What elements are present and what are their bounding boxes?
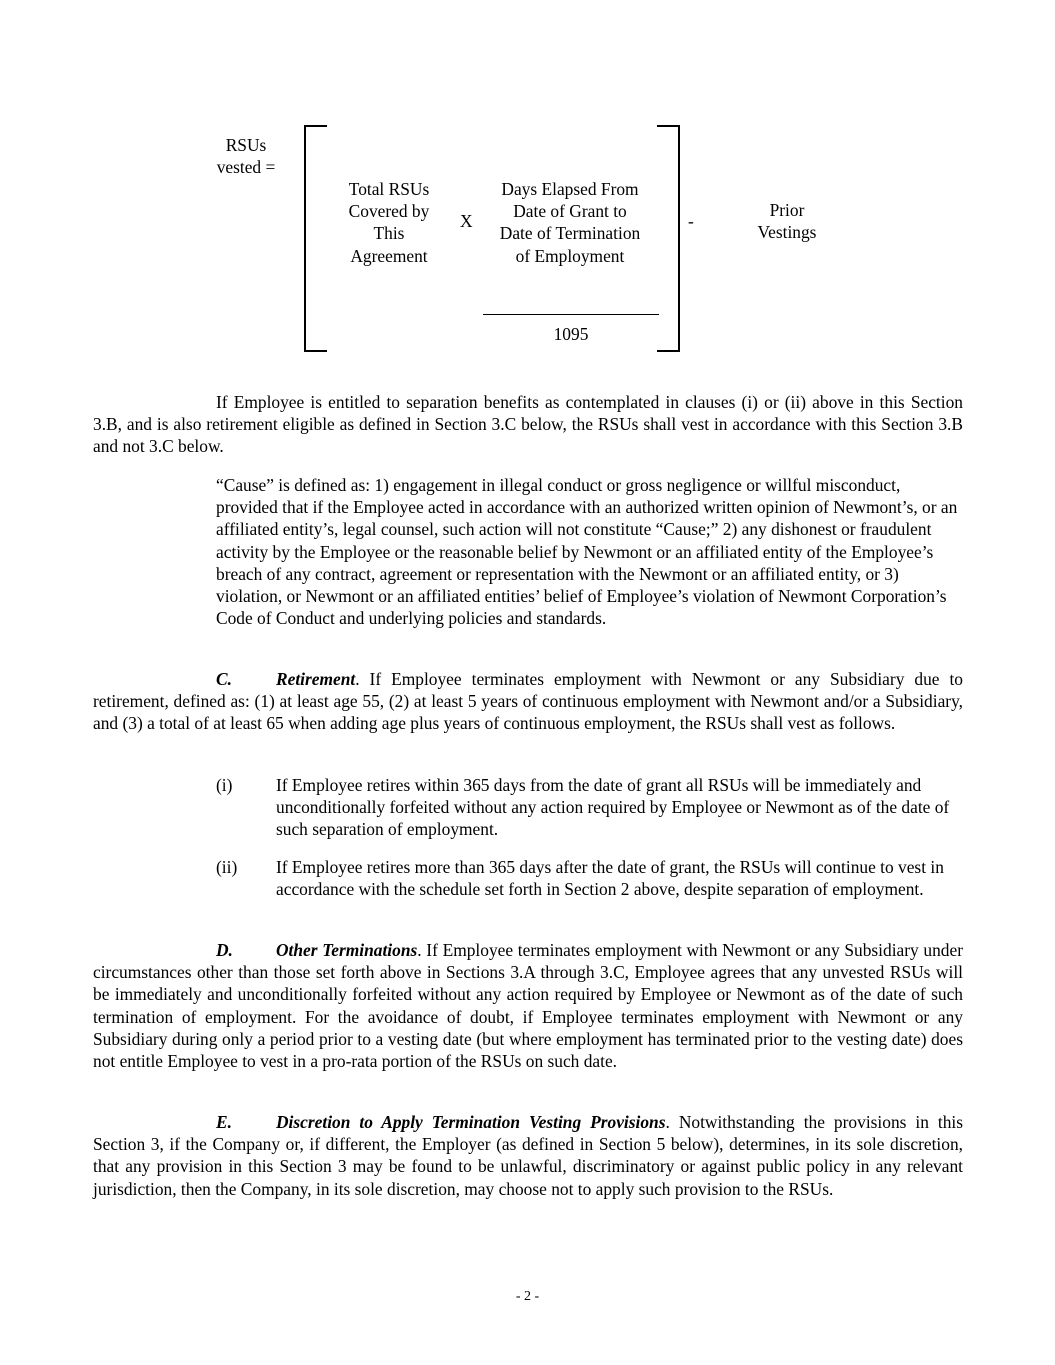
section-c-title: Retirement bbox=[276, 669, 356, 689]
formula-term3-line: Prior bbox=[769, 200, 805, 220]
formula-lhs-line1: RSUs bbox=[225, 135, 267, 155]
page-number: - 2 - bbox=[515, 1289, 540, 1304]
list-item-text: If Employee retires within 365 days from the date of grant all RSUs will be immediately and unconditionally forfeited without any action required by Employee or Newmont as of the date of such separation of employment. bbox=[276, 775, 950, 840]
formula-term3-line: Vestings bbox=[757, 222, 817, 243]
section-e-discretion bbox=[93, 1111, 963, 1200]
cause-definition: “Cause” is defined as: 1) engagement in illegal conduct or gross negligence or willful misconduct, provided that if the Employee acted in accordance with an authorized written opinion of Newmont’s, or an affiliated entity’s, legal counsel, such action will not constitute “Cause;” 2) any dishonest or fraudulent activity by the Employee or the reasonable belief by Newmont or an affiliated entity of the Employee’s breach of any contract, agreement or representation with the Newmont or an affiliated entity, or 3) violation, or Newmont or an affiliated entities’ belief of Employee’s violation of Newmont Corporation’s Code of Conduct and underlying policies and standards. bbox=[216, 475, 958, 629]
section-c-body: . If Employee terminates employment with Newmont or any Subsidiary due to retirement, defined as: (1) at least age 55, (2) at least 5 years of continuous employment with Newmont and/or a Subsidiary, and (3) a total of at least 65 when adding age plus years of continuous employment, the RSUs shall vest as follows. bbox=[93, 669, 963, 734]
formula-times-sign: X bbox=[460, 211, 473, 231]
paragraph-separation-benefits bbox=[93, 391, 963, 458]
formula-term1-line: Covered by bbox=[348, 201, 430, 222]
formula-denominator: 1095 bbox=[553, 324, 589, 344]
formula-fraction-line bbox=[483, 314, 659, 315]
right-bracket-top bbox=[657, 125, 680, 127]
section-e-title: Discretion to Apply Termination Vesting Provisions bbox=[276, 1112, 666, 1132]
section-e-body: . Notwithstanding the provisions in this Section 3, if the Company or, if different, the Employer (as defined in Section 5 below), determines, in its sole discretion, that any provision in this Section 3 may be found to be unlawful, discriminatory or against public policy in any relevant jurisdiction, then the Company, in its sole discretion, may choose not to apply such provision to the RSUs. bbox=[93, 1112, 963, 1199]
list-item-text: If Employee retires more than 365 days after the date of grant, the RSUs will continue to vest in accordance with the schedule set forth in Section 2 above, despite separation of employment. bbox=[276, 857, 944, 900]
paragraph-separation-text: If Employee is entitled to separation benefits as contemplated in clauses (i) or (ii) above in this Section 3.B, and is also retirement eligible as defined in Section 3.C below, the RSUs shall vest in accordance with this Section 3.B and not 3.C below. bbox=[93, 392, 963, 457]
formula-term-prior-vestings bbox=[737, 199, 837, 243]
right-bracket-bottom bbox=[657, 350, 680, 352]
section-c-letter: C. bbox=[216, 669, 232, 689]
formula-lhs bbox=[196, 134, 296, 178]
section-d-letter: D. bbox=[216, 940, 233, 960]
formula-term2-line: Date of Termination bbox=[499, 223, 641, 244]
left-bracket-top bbox=[304, 125, 327, 127]
list-item-ii bbox=[216, 856, 964, 926]
formula-term1-line: Agreement bbox=[350, 245, 428, 266]
section-c-retirement bbox=[93, 668, 963, 735]
formula-term1-line: Total RSUs bbox=[348, 179, 430, 199]
formula-term-total-rsus bbox=[324, 178, 454, 267]
left-bracket-vertical bbox=[304, 125, 306, 352]
formula-term2-line: of Employment bbox=[515, 245, 625, 266]
list-item-number: (i) bbox=[216, 775, 233, 795]
formula-term-days-elapsed bbox=[480, 178, 660, 267]
list-item-number: (ii) bbox=[216, 857, 238, 877]
formula-lhs-line2: vested = bbox=[216, 157, 276, 178]
section-d-body: . If Employee terminates employment with Newmont or any Subsidiary under circumstances other than those set forth above in Sections 3.A through 3.C, Employee agrees that any unvested RSUs will be immediately and unconditionally forfeited without any action required by Employee or Newmont as of the date of such termination of employment. For the avoidance of doubt, if Employee terminates employment with Newmont or any Subsidiary during only a period prior to a vesting date (but where employment has terminated prior to the vesting date) does not entitle Employee to vest in a pro-rata portion of the RSUs on such date. bbox=[93, 940, 964, 1072]
list-item-i bbox=[216, 774, 964, 844]
section-d-title: Other Terminations bbox=[276, 940, 418, 960]
left-bracket-bottom bbox=[304, 350, 327, 352]
formula-term2-line: Days Elapsed From bbox=[501, 179, 639, 199]
right-bracket-vertical bbox=[678, 125, 680, 352]
formula-minus-sign: - bbox=[688, 211, 694, 231]
formula-term2-line: Date of Grant to bbox=[513, 201, 627, 222]
section-e-letter: E. bbox=[216, 1112, 232, 1132]
formula-term1-line: This bbox=[373, 223, 405, 244]
section-d-other-terminations bbox=[93, 939, 963, 1072]
